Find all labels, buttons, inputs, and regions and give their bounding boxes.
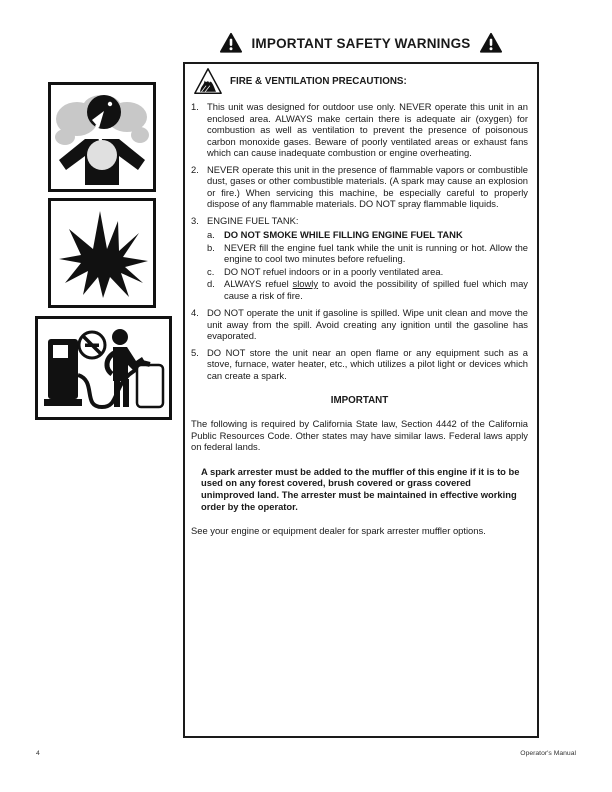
list-item-4 [191,307,528,342]
sub-text [224,278,528,301]
item-number: 2. [191,163,199,175]
sub-item-d [207,278,528,301]
fuel-tank-icon [137,365,163,407]
sub-letter: d. [207,278,215,289]
person-icon [112,329,128,345]
warning-triangle-icon [480,32,502,54]
sub-text: DO NOT refuel indoors or in a poorly ventilated area. [224,265,444,277]
sub-text-before: ALWAYS refuel [224,278,293,289]
sub-text: NEVER fill the engine fuel tank while the unit is running or hot. Allow the engine to cool two minutes before refueling. [224,241,528,264]
page-number: 4 [36,750,40,757]
list-item-5 [191,347,528,382]
item-text [207,215,528,303]
fire-triangle-icon [193,66,223,96]
refueling-pictogram [35,316,172,420]
sub-text-after: to avoid the possibility of spilled fuel which may cause a risk of fire. [224,278,528,301]
item-number: 4. [191,307,199,318]
item-number: 5. [191,346,199,358]
carbon-monoxide-pictogram [48,82,156,192]
item-number: 3. [191,214,199,226]
sub-letter: b. [207,241,215,253]
manual-label: Operator's Manual [520,750,576,757]
safety-warnings-box [183,62,539,738]
list-item-2 [191,164,528,210]
box-header [193,66,528,96]
explosion-art [55,205,149,301]
sub-text: DO NOT SMOKE WHILE FILLING ENGINE FUEL TANK [224,229,463,240]
item-text: DO NOT store the unit near an open flame or any equipment such as a stove, furnace, water heater, etc., which utilizes a pilot light or devices which can create a spark. [207,346,528,381]
list-item-1 [191,101,528,159]
california-law-paragraph: The following is required by California State law, Section 4442 of the California Public Resources Code. Other states may have similar laws. Federal laws apply on federal lands. [191,418,528,452]
sub-letter: a. [207,229,215,240]
sub-text-underlined: slowly [292,278,319,289]
item-text: DO NOT operate the unit if gasoline is spilled. Wipe unit clean and move the unit away from the spill. Avoid creating any ignition until the gasoline has evaporated. [207,307,528,341]
box-header-title: FIRE & VENTILATION PRECAUTIONS: [230,75,407,87]
sub-item-a [207,229,528,241]
sub-letter: c. [207,265,215,277]
item-text: This unit was designed for outdoor use only. NEVER operate this unit in an enclosed area. ALWAYS make certain there is adequate air (oxygen) for combustion as well as ventilation to prevent the presence of poisonous carbon monoxide gases. Beware of poorly ventilated areas or exhaust fans which can cause inadequate combustion or engine overheating. [207,101,528,158]
no-smoking-icon [79,332,105,358]
carbon-monoxide-art [55,89,149,185]
list-item-3 [191,215,528,303]
sub-item-c [207,266,528,278]
warning-triangle-icon [220,32,242,54]
item-3-heading: ENGINE FUEL TANK: [207,214,299,226]
sub-item-b [207,242,528,265]
page-title-row [183,29,539,57]
fuel-tank-sublist [207,229,528,301]
important-heading: IMPORTANT [330,395,389,406]
closing-sentence: See your engine or equipment dealer for spark arrester muffler options. [191,524,486,536]
refueling-art [42,323,165,413]
explosion-pictogram [48,198,156,308]
page-title: IMPORTANT SAFETY WARNINGS [251,35,471,51]
spark-arrester-notice: A spark arrester must be added to the muffler of this engine if it is to be used on any forest covered, brush covered or grass covered unimproved land. The arrester must be maintained in effective working order by the operator. [201,465,520,512]
item-text: NEVER operate this unit in the presence of flammable vapors or combustible dust, gases or other combustible materials. (A spark may cause an explosion or fire.) When servicing this machine, be especially careful to properly dispose of any flammable materials. DO NOT spray flammable liquids. [207,163,528,209]
item-number: 1. [191,101,199,112]
